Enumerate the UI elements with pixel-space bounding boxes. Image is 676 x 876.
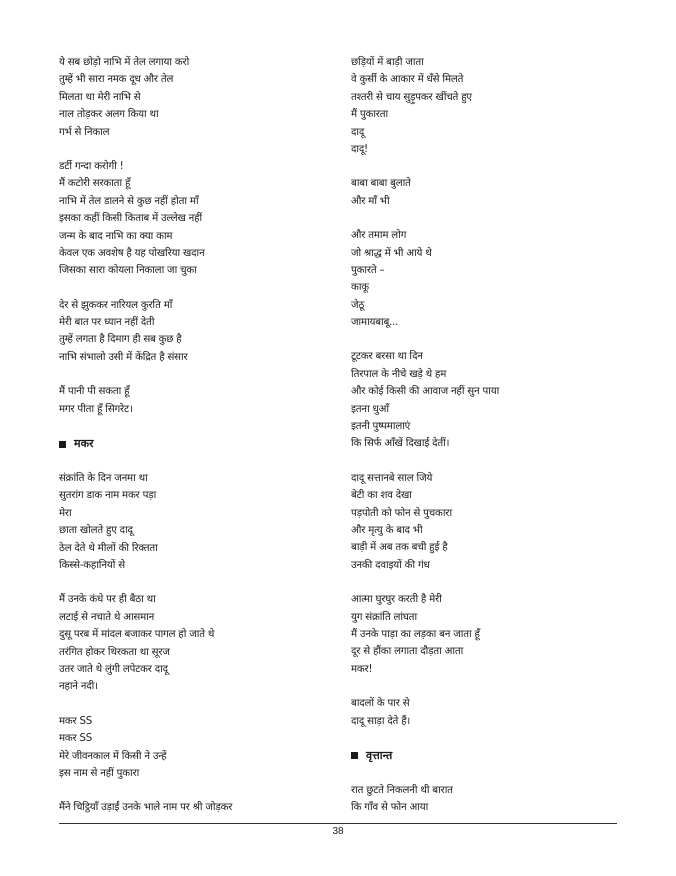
- poem-line: जिसका सारा कोयला निकाला जा चुका: [59, 265, 197, 277]
- square-bullet-icon: [351, 752, 358, 759]
- poem-line: काकू: [351, 282, 369, 294]
- poem-line: उतर जाते थे लुंगी लपेटकर दादू: [59, 663, 168, 675]
- poem-line: लटाई से नचाते थे आसमान: [59, 611, 155, 623]
- poem-line: जेठू: [351, 299, 365, 311]
- poem-line: तुम्हें लगता है दिमाग ही सब कुछ है: [59, 334, 182, 346]
- poem-stanza: [59, 297, 349, 367]
- poem-line: तरंगित होकर थिरकता था सूरज: [59, 646, 170, 658]
- poem-line: दुसू परब में मांदल बजाकर पागल हो जाते थे: [59, 629, 215, 641]
- poem-stanza: [59, 799, 349, 816]
- poem-line: इतना धुआँ: [351, 403, 389, 415]
- poem-stanza: [351, 175, 641, 210]
- stanza-gap: [351, 158, 641, 175]
- stanza-gap: [59, 141, 349, 158]
- section-heading-text: वृत्तान्त: [366, 748, 393, 762]
- section-heading: [351, 747, 641, 765]
- poem-stanza: [59, 470, 349, 574]
- poem-line: दादू!: [351, 143, 368, 155]
- section-heading: [59, 435, 349, 453]
- poem-line: दादू सत्तानबे साल जिये: [351, 472, 433, 484]
- stanza-gap: [59, 782, 349, 799]
- stanza-gap: [59, 280, 349, 297]
- poem-line: डर्टी गन्दा करोगी !: [59, 160, 124, 172]
- poem-line: किस्से-कहानियों से: [59, 559, 125, 571]
- poem-line: सुतरांग डाक नाम मकर पड़ा: [59, 490, 157, 502]
- poem-line: मकर SS: [59, 715, 93, 727]
- poem-line: बाड़ी में अब तक बची हुई है: [351, 542, 448, 554]
- section-heading-text: मकर: [74, 437, 94, 451]
- stanza-gap: [351, 730, 641, 747]
- stanza-gap: [351, 765, 641, 782]
- poem-line: संक्रांति के दिन जनमा था: [59, 473, 148, 485]
- poem-line: मिलता था मेरी नाभि से: [59, 91, 141, 103]
- poem-line: युग संक्रांति लांघता: [351, 611, 417, 623]
- poem-line: दादू: [351, 126, 365, 138]
- square-bullet-icon: [59, 441, 66, 448]
- poem-stanza: [351, 470, 641, 574]
- poem-line: छाता खोलते हुए दादू: [59, 525, 133, 537]
- poem-line: बाबा बाबा बुलाते: [351, 178, 411, 190]
- stanza-gap: [59, 418, 349, 435]
- poem-line: नाभि संभालो उसी में केंद्रित है संसार: [59, 351, 188, 363]
- poem-line: मेरे जीवनकाल में किसी ने उन्हें: [59, 750, 167, 762]
- poem-stanza: [59, 54, 349, 141]
- poem-line: तिरपाल के नीचे खड़े थे हम: [351, 368, 447, 380]
- poem-line: इस नाम से नहीं पुकारा: [59, 767, 140, 779]
- stanza-gap: [351, 453, 641, 470]
- poem-line: रात छुटते निकलनी थी बारात: [351, 784, 453, 796]
- poem-line: ये सब छोड़ो नाभि में तेल लगाया करो: [59, 57, 190, 68]
- poem-line: इतनी पुष्पमालाएं: [351, 421, 411, 433]
- poem-line: देर से झुककर नारियल कुरति माँ: [59, 299, 173, 311]
- poem-line: नहाने नदी।: [59, 681, 98, 693]
- stanza-gap: [351, 331, 641, 348]
- poem-line: केवल एक अवशेष है यह पोखरिया खदान: [59, 247, 205, 259]
- stanza-gap: [351, 678, 641, 695]
- poem-line: और मृत्यु के बाद भी: [351, 524, 423, 536]
- stanza-gap: [351, 574, 641, 591]
- poem-stanza: [351, 591, 641, 678]
- footer-rule: [59, 823, 617, 824]
- right-column: [351, 54, 641, 817]
- poem-stanza: [351, 227, 641, 331]
- poem-line: आत्मा घुरघुर करती है मेरी: [351, 594, 442, 606]
- left-column: [59, 54, 349, 817]
- poem-line: दादू साड़ा देते हैं।: [351, 715, 411, 727]
- poem-line: कि सिर्फ आँखें दिखाई देतीं।: [351, 438, 450, 450]
- stanza-gap: [59, 366, 349, 383]
- poem-line: जन्म के बाद नाभि का क्या काम: [59, 230, 173, 242]
- poem-line: मकर!: [351, 663, 373, 675]
- poem-line: उनकी दवाइयों की गंध: [351, 559, 430, 571]
- poem-stanza: [351, 695, 641, 730]
- poem-stanza: [351, 54, 641, 158]
- poem-stanza: [59, 713, 349, 783]
- poem-line: वे कुर्सी के आकार में धँसे मिलते: [351, 74, 464, 86]
- poem-line: मैं उनके पाड़ा का लड़का बन जाता हूँ: [351, 628, 480, 640]
- poem-line: मैं पुकारता: [351, 109, 388, 121]
- poem-line: मैं उनके कंधे पर ही बैठा था: [59, 594, 156, 606]
- stanza-gap: [59, 696, 349, 713]
- poem-line: बादलों के पार से: [351, 698, 410, 710]
- poem-line: तुम्हें भी सारा नमक दूध और तेल: [59, 74, 174, 86]
- stanza-gap: [59, 453, 349, 470]
- poem-line: टूटकर बरसा था दिन: [351, 351, 423, 363]
- poem-line: बेटी का शव देखा: [351, 490, 412, 502]
- poem-line: जो श्राद्ध में भी आये थे: [351, 247, 432, 259]
- poem-line: पुकारते –: [351, 264, 385, 276]
- poem-line: और माँ भी: [351, 195, 390, 207]
- poem-line: छड़ियों में बाड़ी जाता: [351, 57, 424, 68]
- poem-line: मेरा: [59, 507, 72, 519]
- poem-line: नाल तोड़कर अलग किया था: [59, 109, 159, 121]
- poem-stanza: [59, 383, 349, 418]
- poem-line: मकर SS: [59, 733, 93, 745]
- stanza-gap: [351, 210, 641, 227]
- poem-line: और तमाम लोग: [351, 230, 407, 242]
- poem-line: ठेल देते थे मीलों की रिक्तता: [59, 542, 158, 554]
- poem-line: गर्भ से निकाल: [59, 126, 110, 138]
- poem-line: जामायबाबू...: [351, 317, 399, 329]
- poem-stanza: [59, 591, 349, 695]
- poem-line: मैंने चिट्ठियाँ उड़ाईं उनके भाले नाम पर श्री जोड़कर: [59, 802, 233, 814]
- poem-line: दूर से हौंका लगाता दौड़ता आता: [351, 646, 464, 658]
- stanza-gap: [59, 574, 349, 591]
- poem-line: तश्तरी से चाय सुड़ुपकर खींचते हुए: [351, 91, 472, 103]
- poem-stanza: [351, 348, 641, 452]
- page-number: 38: [332, 826, 344, 837]
- poem-line: नाभि में तेल डालने से कुछ नहीं होता माँ: [59, 195, 199, 207]
- poem-line: मेरी बात पर ध्यान नहीं देती: [59, 317, 155, 329]
- poem-line: और कोई किसी की आवाज नहीं सुन पाया: [351, 386, 500, 398]
- poem-line: इसका कहीं किसी किताब में उल्लेख नहीं: [59, 213, 202, 225]
- poem-line: पड़पोती को फोन से पुचकारा: [351, 507, 452, 519]
- poem-line: मगर पीता हूँ सिगरेट।: [59, 403, 133, 415]
- poem-line: कि गाँव से फोन आया: [351, 802, 429, 814]
- poem-line: मैं पानी पी सकता हूँ: [59, 386, 130, 398]
- poem-stanza: [59, 158, 349, 280]
- poem-stanza: [351, 782, 641, 817]
- poem-line: मैं कटोरी सरकाता हूँ: [59, 178, 131, 190]
